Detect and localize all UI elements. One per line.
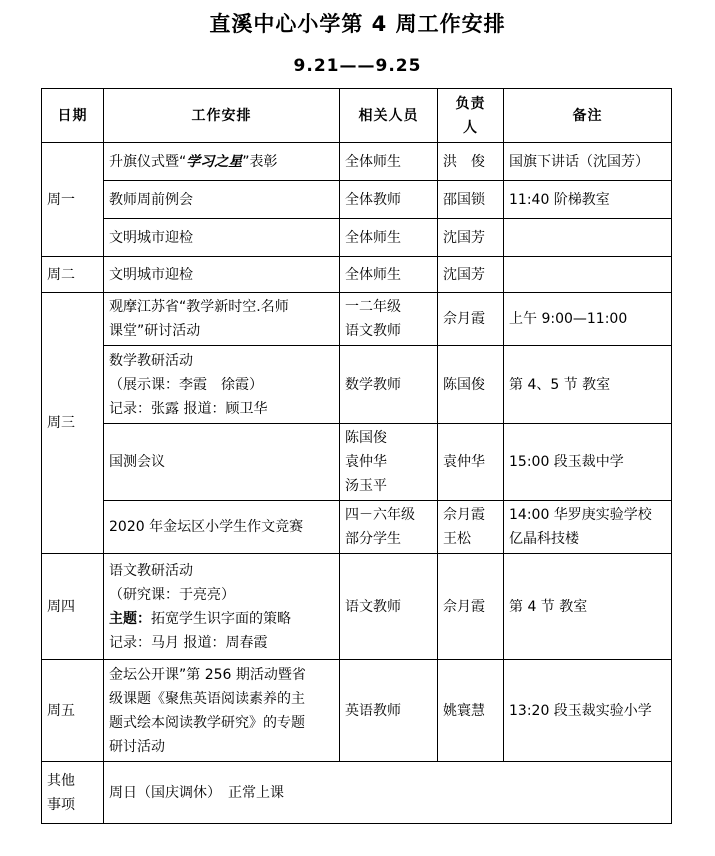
work-cell (104, 660, 340, 762)
schedule-table (41, 88, 672, 824)
notes-cell: 国旗下讲话（沈国芳） (504, 143, 672, 181)
notes-line: 亿晶科技楼 (509, 531, 579, 547)
work-line: 观摩江苏省“教学新时空.名师 (109, 299, 289, 315)
day-other (42, 762, 104, 824)
people-cell (340, 293, 438, 346)
notes-cell (504, 501, 672, 554)
notes-cell: 第 4、5 节 教室 (504, 346, 672, 424)
work-line: （研究课：于亮亮） (109, 586, 235, 603)
work-line: （展示课：李霞 徐霞） (109, 376, 263, 393)
people-cell: 全体师生 (340, 219, 438, 257)
header-work: 工作安排 (104, 89, 340, 143)
day-other-line1: 其他 (47, 772, 75, 789)
people-line: 一二年级 (345, 299, 401, 315)
work-text: ”表彰 (242, 153, 278, 170)
table-row (42, 181, 672, 219)
topic-text: 拓宽学生识字面的策略 (151, 610, 291, 627)
work-line: 记录：张露 报道：顾卫华 (109, 400, 268, 417)
header-owner-line2: 人 (463, 119, 478, 136)
work-cell: 国测会议 (104, 424, 340, 501)
people-cell: 全体师生 (340, 143, 438, 181)
people-cell: 全体师生 (340, 257, 438, 293)
notes-cell: 第 4 节 教室 (504, 554, 672, 660)
people-line: 四－六年级 (345, 507, 415, 523)
owner-cell: 佘月霞 (438, 554, 504, 660)
table-row (42, 554, 672, 660)
work-line: 数学教研活动 (109, 352, 193, 369)
table-row (42, 660, 672, 762)
table-row (42, 424, 672, 501)
owner-cell: 佘月霞 (438, 293, 504, 346)
notes-cell: 上午 9:00—11:00 (504, 293, 672, 346)
day-tuesday: 周二 (42, 257, 104, 293)
people-line: 部分学生 (345, 531, 401, 547)
work-line: 金坛公开课”第 256 期活动暨省 (109, 666, 306, 683)
notes-cell: 11:40 阶梯教室 (504, 181, 672, 219)
day-other-line2: 事项 (47, 796, 75, 813)
work-highlight: 学习之星 (186, 153, 243, 170)
header-owner (438, 89, 504, 143)
work-line: 记录：马月 报道：周春霞 (109, 634, 268, 651)
owner-cell: 陈国俊 (438, 346, 504, 424)
work-text: 升旗仪式暨“ (109, 153, 187, 170)
work-cell (104, 293, 340, 346)
notes-cell (504, 219, 672, 257)
owner-cell (438, 501, 504, 554)
table-row (42, 219, 672, 257)
work-cell (104, 346, 340, 424)
work-cell: 教师周前例会 (104, 181, 340, 219)
day-monday: 周一 (42, 143, 104, 257)
people-cell: 英语教师 (340, 660, 438, 762)
notes-cell: 13:20 段玉裁实验小学 (504, 660, 672, 762)
owner-cell: 沈国芳 (438, 257, 504, 293)
people-line: 袁仲华 (345, 454, 387, 470)
header-notes: 备注 (504, 89, 672, 143)
owner-cell: 袁仲华 (438, 424, 504, 501)
people-line: 汤玉平 (345, 478, 387, 494)
table-row (42, 346, 672, 424)
header-row (42, 89, 672, 143)
day-thursday: 周四 (42, 554, 104, 660)
owner-cell: 姚寰慧 (438, 660, 504, 762)
notes-cell: 15:00 段玉裁中学 (504, 424, 672, 501)
work-line: 级课题《聚焦英语阅读素养的主 (109, 690, 305, 707)
work-cell: 文明城市迎检 (104, 219, 340, 257)
work-line: 语文教研活动 (109, 562, 193, 579)
day-wednesday: 周三 (42, 293, 104, 554)
work-cell: 文明城市迎检 (104, 257, 340, 293)
work-line: 课堂”研讨活动 (109, 323, 201, 339)
table-row (42, 762, 672, 824)
table-row (42, 257, 672, 293)
table-row (42, 293, 672, 346)
people-cell (340, 501, 438, 554)
date-range: 9.21——9.25 (293, 56, 422, 76)
notes-line: 14:00 华罗庚实验学校 (509, 507, 652, 523)
table-row (42, 143, 672, 181)
owner-cell: 沈国芳 (438, 219, 504, 257)
owner-cell: 洪 俊 (438, 143, 504, 181)
people-cell: 数学教师 (340, 346, 438, 424)
owner-line: 王松 (443, 531, 471, 547)
header-people: 相关人员 (340, 89, 438, 143)
work-line: 研讨活动 (109, 738, 165, 755)
table-row (42, 501, 672, 554)
work-cell (104, 554, 340, 660)
work-cell: 2020 年金坛区小学生作文竞赛 (104, 501, 340, 554)
people-line: 语文教师 (345, 323, 401, 339)
header-owner-line1: 负责 (455, 95, 486, 112)
owner-line: 佘月霞 (443, 507, 485, 523)
people-cell (340, 424, 438, 501)
people-cell: 全体教师 (340, 181, 438, 219)
people-cell: 语文教师 (340, 554, 438, 660)
day-friday: 周五 (42, 660, 104, 762)
people-line: 陈国俊 (345, 430, 387, 446)
work-line (109, 607, 334, 631)
page-title: 直溪中心小学第 4 周工作安排 (209, 12, 506, 36)
work-cell (104, 143, 340, 181)
header-date: 日期 (42, 89, 104, 143)
work-line: 题式绘本阅读教学研究》的专题 (109, 714, 305, 731)
notes-cell (504, 257, 672, 293)
topic-label: 主题： (109, 610, 151, 627)
owner-cell: 邵国锁 (438, 181, 504, 219)
other-cell: 周日（国庆调休） 正常上课 (104, 762, 672, 824)
